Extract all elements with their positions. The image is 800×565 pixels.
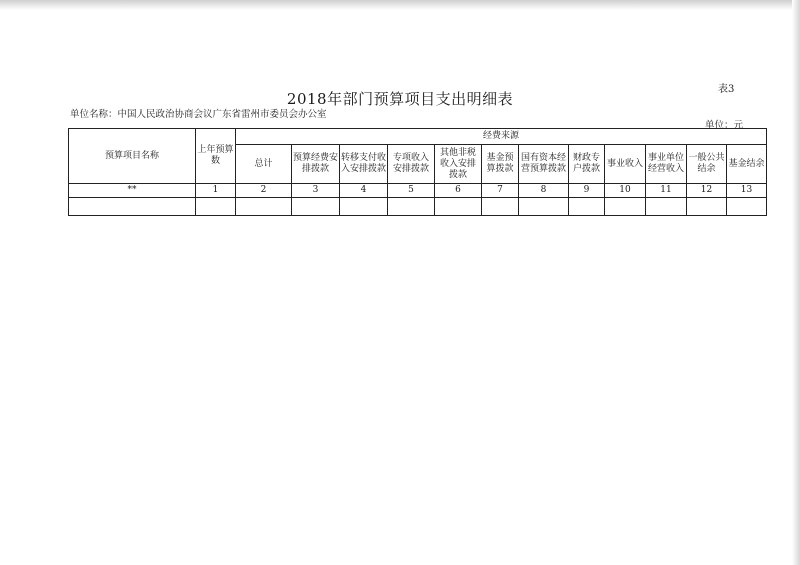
column-number-row xyxy=(69,184,767,198)
table-cell xyxy=(292,198,340,216)
column-number: 8 xyxy=(519,184,569,198)
scan-edge-shadow-right xyxy=(792,0,800,565)
header-prev-year-budget: 上年预算数 xyxy=(196,129,236,184)
header-operating-income: 事业单位经营收入 xyxy=(646,145,687,184)
header-state-capital: 国有资本经营预算拨款 xyxy=(519,145,569,184)
column-number: 11 xyxy=(646,184,687,198)
table-cell xyxy=(196,198,236,216)
organization-label: 单位名称： xyxy=(70,109,118,120)
table-row xyxy=(69,198,767,216)
header-business-income: 事业收入 xyxy=(605,145,646,184)
column-number: 1 xyxy=(196,184,236,198)
header-fiscal-account: 财政专户拨款 xyxy=(569,145,605,184)
table-cell xyxy=(727,198,767,216)
table-cell xyxy=(340,198,388,216)
table-cell xyxy=(69,198,196,216)
header-transfer-payment: 转移支付收入安排拨款 xyxy=(340,145,388,184)
header-funding-source: 经费来源 xyxy=(236,129,767,145)
column-number: 6 xyxy=(435,184,482,198)
table-cell xyxy=(482,198,519,216)
budget-detail-table xyxy=(68,128,767,216)
table-cell xyxy=(519,198,569,216)
header-other-nontax: 其他非税收入安排拨款 xyxy=(435,145,482,184)
header-fund-budget: 基金预算拨款 xyxy=(482,145,519,184)
column-number: ** xyxy=(69,184,196,198)
organization-name: 中国人民政治协商会议广东省雷州市委员会办公室 xyxy=(117,109,327,120)
header-budget-allocation: 预算经费安排拨款 xyxy=(292,145,340,184)
header-general-surplus: 一般公共结余 xyxy=(687,145,727,184)
column-number: 9 xyxy=(569,184,605,198)
table-number: 表3 xyxy=(718,84,735,95)
header-project-name: 预算项目名称 xyxy=(69,129,196,184)
organization-line xyxy=(70,106,327,120)
column-number: 3 xyxy=(292,184,340,198)
column-number: 10 xyxy=(605,184,646,198)
scan-edge-shadow-top xyxy=(0,0,800,10)
column-number: 7 xyxy=(482,184,519,198)
table-cell xyxy=(435,198,482,216)
table-cell xyxy=(569,198,605,216)
table-cell xyxy=(687,198,727,216)
table-cell xyxy=(236,198,292,216)
column-number: 4 xyxy=(340,184,388,198)
column-number: 13 xyxy=(727,184,767,198)
header-fund-surplus: 基金结余 xyxy=(727,145,767,184)
header-total: 总计 xyxy=(236,145,292,184)
column-number: 5 xyxy=(388,184,435,198)
header-special-income: 专项收入安排拨款 xyxy=(388,145,435,184)
header-row-top xyxy=(69,129,767,145)
table-cell xyxy=(646,198,687,216)
table-cell xyxy=(605,198,646,216)
table-cell xyxy=(388,198,435,216)
column-number: 2 xyxy=(236,184,292,198)
currency-unit: 单位：元 xyxy=(705,120,744,131)
document-title: 2018年部门预算项目支出明细表 xyxy=(286,90,514,108)
column-number: 12 xyxy=(687,184,727,198)
